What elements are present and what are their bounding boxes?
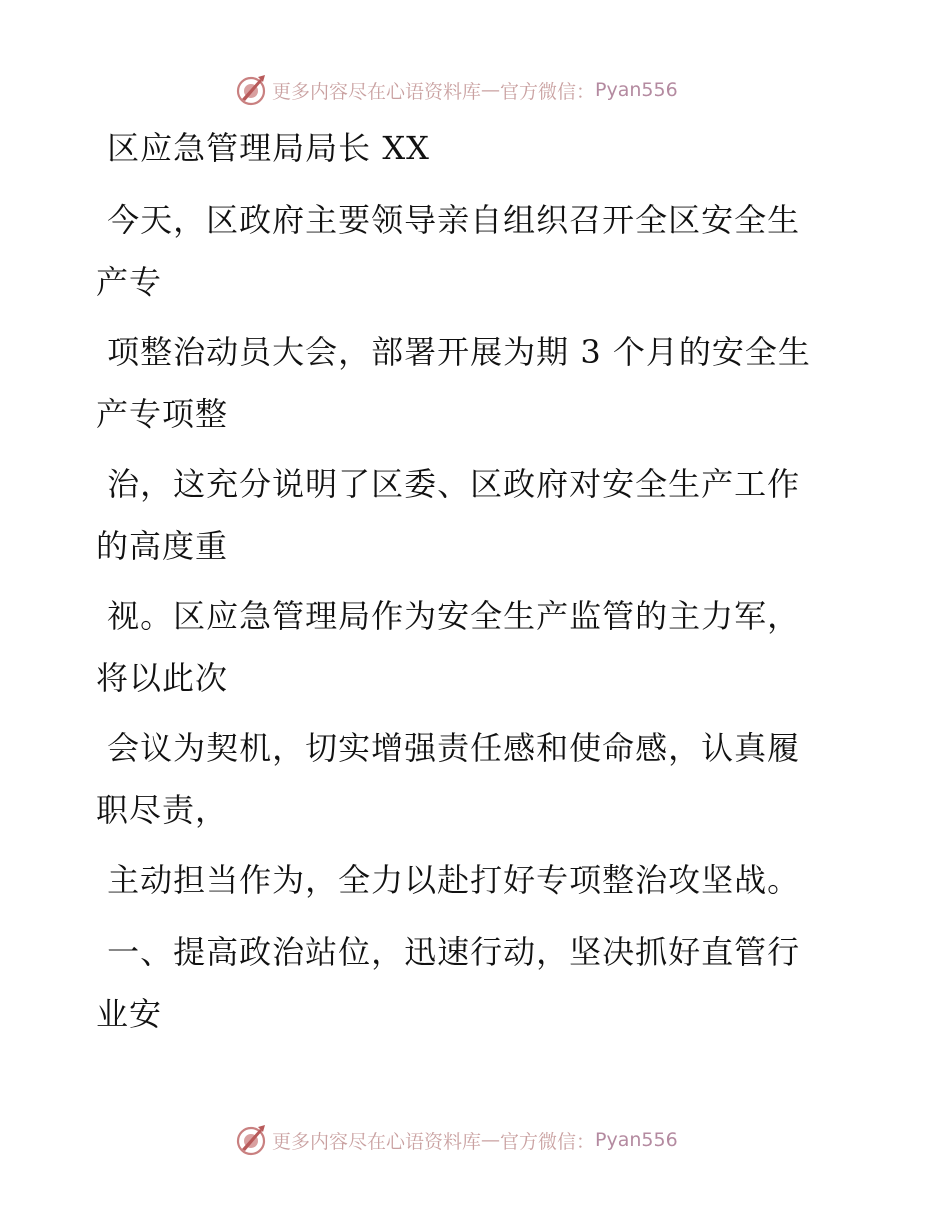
text-line: 区应急管理局局长 XX <box>96 129 430 167</box>
watermark-site-text: 更多内容尽在心语资料库 <box>272 1130 482 1153</box>
watermark-wechat-label: 官方微信： <box>500 1130 596 1153</box>
text-line: 业安 <box>96 995 163 1033</box>
watermark-wechat-id: Pyan556 <box>595 79 678 101</box>
watermark-separator: — <box>481 1129 501 1151</box>
text-line: 今天，区政府主要领导亲自组织召开全区安全生 <box>96 201 801 239</box>
watermark-wechat-label: 官方微信： <box>500 80 596 103</box>
text-line: 产专项整 <box>96 395 229 433</box>
text-line: 一、提高政治站位，迅速行动，坚决抓好直管行 <box>96 933 801 971</box>
watermark-site-text: 更多内容尽在心语资料库 <box>272 80 482 103</box>
header-watermark <box>234 72 678 108</box>
text-line: 将以此次 <box>96 659 229 697</box>
text-line: 产专 <box>96 263 163 301</box>
text-line: 项整治动员大会，部署开展为期 3 个月的安全生 <box>96 333 811 371</box>
text-line: 会议为契机，切实增强责任感和使命感，认真履 <box>96 729 801 767</box>
text-line: 职尽责， <box>96 791 229 829</box>
footer-watermark <box>234 1122 678 1158</box>
quill-seal-icon <box>234 73 268 107</box>
quill-seal-icon <box>234 1123 268 1157</box>
text-line: 治，这充分说明了区委、区政府对安全生产工作 <box>96 465 801 503</box>
text-line: 视。区应急管理局作为安全生产监管的主力军， <box>96 597 801 635</box>
watermark-wechat-id: Pyan556 <box>595 1129 678 1151</box>
watermark-separator: — <box>481 79 501 101</box>
text-line: 的高度重 <box>96 527 229 565</box>
text-line: 主动担当作为，全力以赴打好专项整治攻坚战。 <box>96 861 801 899</box>
